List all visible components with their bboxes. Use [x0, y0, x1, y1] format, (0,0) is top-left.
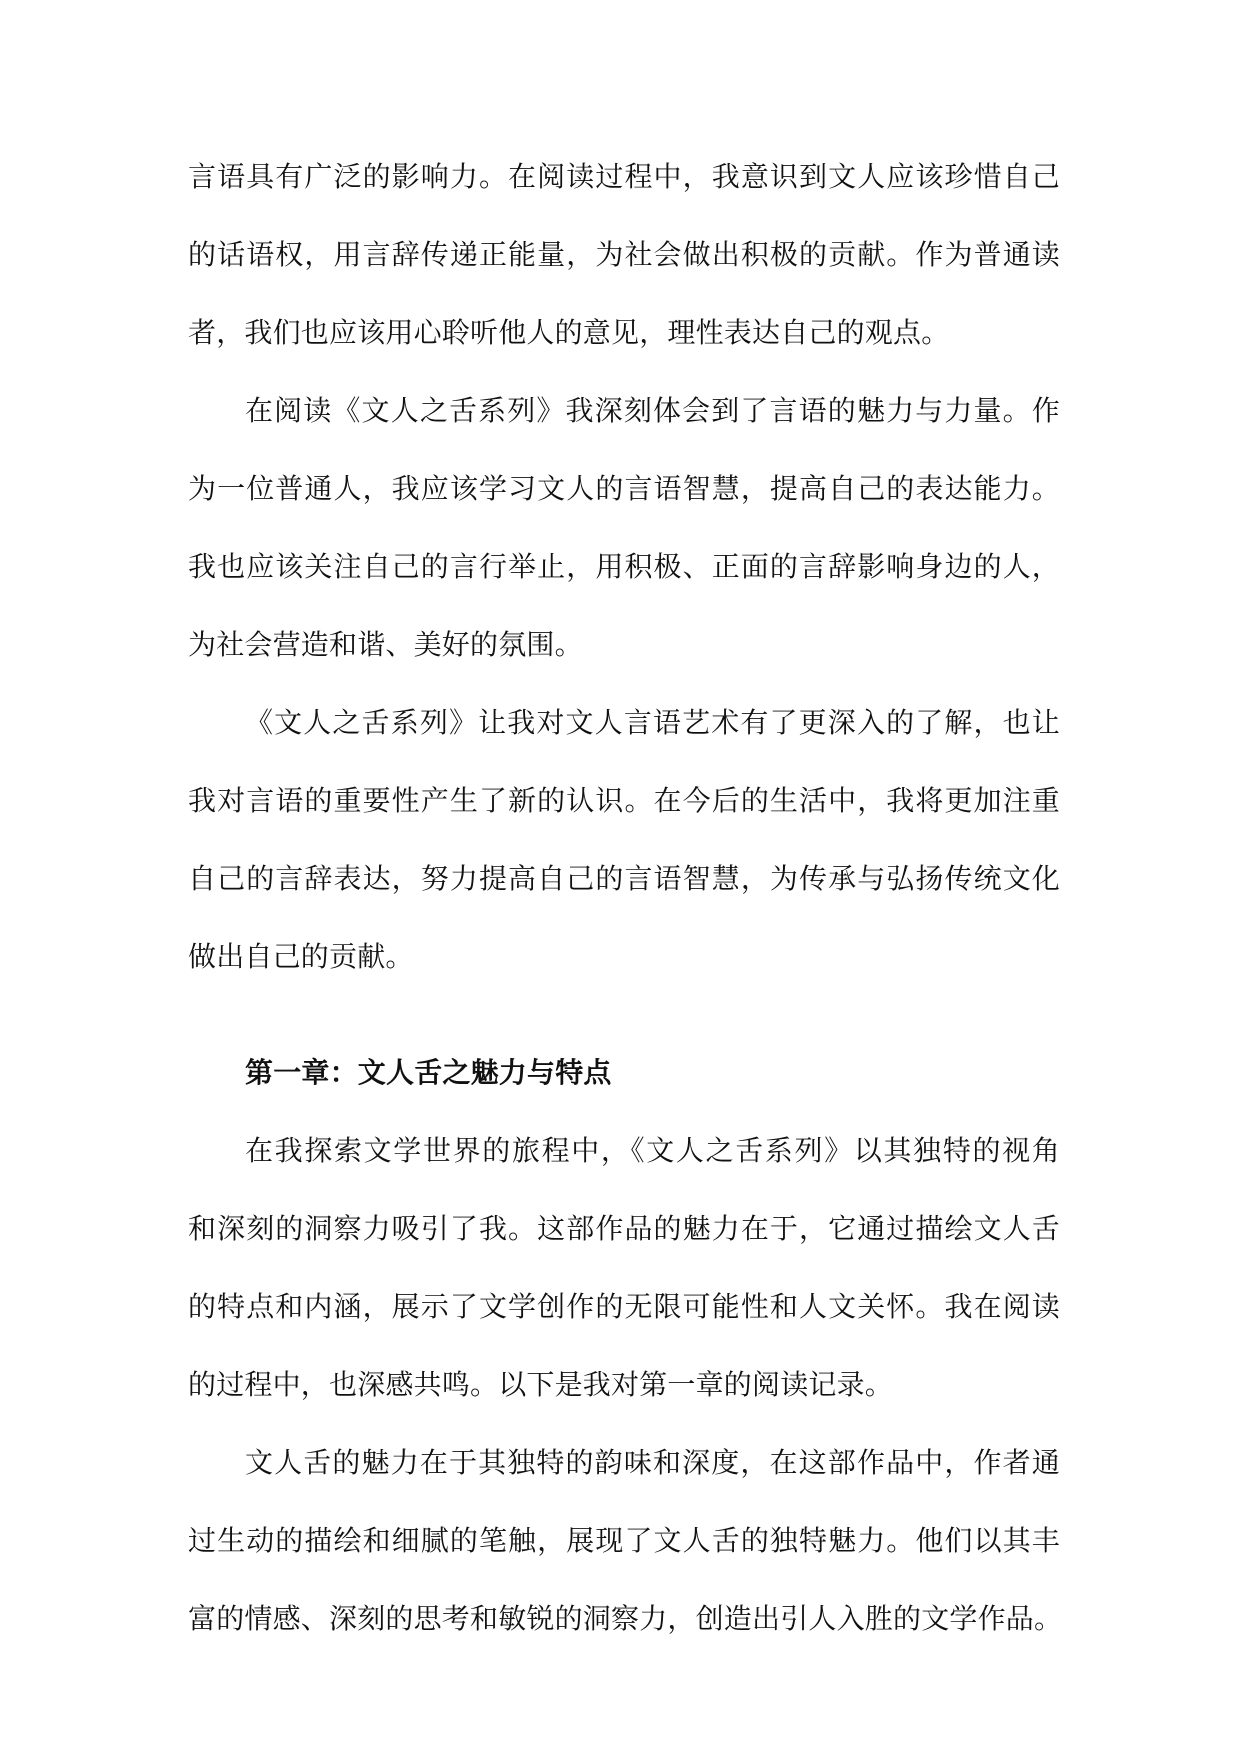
- text-line: 富的情感、深刻的思考和敏锐的洞察力，创造出引人入胜的文学作品。: [188, 1602, 1063, 1635]
- text-line: 的特点和内涵，展示了文学创作的无限可能性和人文关怀。我在阅读: [188, 1290, 1060, 1323]
- text-line: 的过程中，也深感共鸣。以下是我对第一章的阅读记录。: [188, 1368, 894, 1401]
- text-line: 做出自己的贡献。: [188, 940, 414, 973]
- text-line: 在我探索文学世界的旅程中，《文人之舌系列》以其独特的视角: [245, 1134, 1060, 1167]
- text-line: 为社会营造和谐、美好的氛围。: [188, 628, 583, 661]
- text-line: 在阅读《文人之舌系列》我深刻体会到了言语的魅力与力量。作: [245, 394, 1060, 427]
- text-line: 文人舌的魅力在于其独特的韵味和深度，在这部作品中，作者通: [245, 1446, 1060, 1479]
- text-line: 《文人之舌系列》让我对文人言语艺术有了更深入的了解，也让: [245, 706, 1060, 739]
- text-line: 的话语权，用言辞传递正能量，为社会做出积极的贡献。作为普通读: [188, 238, 1060, 271]
- document-body: [188, 138, 1063, 1658]
- chapter-heading: 第一章：文人舌之魅力与特点: [245, 1056, 612, 1089]
- text-line: 言语具有广泛的影响力。在阅读过程中，我意识到文人应该珍惜自己: [188, 160, 1060, 193]
- text-line: 和深刻的洞察力吸引了我。这部作品的魅力在于，它通过描绘文人舌: [188, 1212, 1060, 1245]
- text-line: 自己的言辞表达，努力提高自己的言语智慧，为传承与弘扬传统文化: [188, 862, 1060, 895]
- text-line: 过生动的描绘和细腻的笔触，展现了文人舌的独特魅力。他们以其丰: [188, 1524, 1060, 1557]
- text-line: 为一位普通人，我应该学习文人的言语智慧，提高自己的表达能力。: [188, 472, 1060, 505]
- text-line: 我对言语的重要性产生了新的认识。在今后的生活中，我将更加注重: [188, 784, 1060, 817]
- text-line: 者，我们也应该用心聆听他人的意见，理性表达自己的观点。: [188, 316, 950, 349]
- text-line: 我也应该关注自己的言行举止，用积极、正面的言辞影响身边的人，: [188, 550, 1060, 583]
